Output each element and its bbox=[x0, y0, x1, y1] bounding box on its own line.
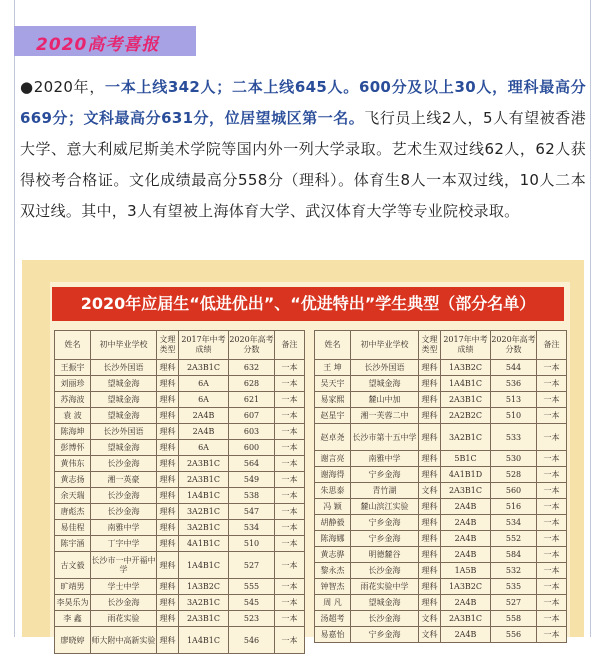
table-cell: 望城金海 bbox=[351, 595, 419, 611]
table-cell: 理科 bbox=[419, 467, 441, 483]
table-cell: 一本 bbox=[537, 424, 567, 451]
table-row bbox=[315, 376, 567, 392]
table-cell: 理科 bbox=[419, 376, 441, 392]
table-cell: 理科 bbox=[419, 408, 441, 424]
table-cell: 5B1C bbox=[441, 451, 491, 467]
table-cell: 2A3B1C bbox=[441, 392, 491, 408]
table-cell: 一本 bbox=[275, 360, 305, 376]
table-cell: 一本 bbox=[537, 360, 567, 376]
table-cell: 544 bbox=[491, 360, 537, 376]
table-cell: 一本 bbox=[537, 563, 567, 579]
table-cell: 一本 bbox=[537, 627, 567, 643]
table-cell: 明德麓谷 bbox=[351, 547, 419, 563]
table-cell: 长沙市第十五中学 bbox=[351, 424, 419, 451]
table-cell: 523 bbox=[229, 611, 275, 627]
table-row bbox=[55, 504, 305, 520]
table-cell: 理科 bbox=[157, 552, 179, 579]
table-cell: 廖晓婷 bbox=[55, 627, 91, 654]
table-cell: 2A3B1C bbox=[179, 360, 229, 376]
table-cell: 2A4B bbox=[441, 547, 491, 563]
table-cell: 一本 bbox=[275, 520, 305, 536]
column-header: 2020年高考分数 bbox=[491, 331, 537, 360]
table-cell: 长沙金海 bbox=[91, 488, 157, 504]
table-cell: 600 bbox=[229, 440, 275, 456]
table-cell: 黎永杰 bbox=[315, 563, 351, 579]
table-cell: 632 bbox=[229, 360, 275, 376]
table-cell: 628 bbox=[229, 376, 275, 392]
table-cell: 李 鑫 bbox=[55, 611, 91, 627]
table-cell: 理科 bbox=[157, 627, 179, 654]
table-cell: 1A3B2C bbox=[441, 360, 491, 376]
table-cell: 一本 bbox=[275, 611, 305, 627]
table-cell: 吴天宇 bbox=[315, 376, 351, 392]
table-row bbox=[315, 595, 567, 611]
table-cell: 长沙金海 bbox=[351, 611, 419, 627]
column-header: 姓名 bbox=[315, 331, 351, 360]
table-cell: 一本 bbox=[537, 611, 567, 627]
table-cell: 一本 bbox=[537, 547, 567, 563]
table-cell: 1A3B2C bbox=[179, 579, 229, 595]
table-cell: 王振宇 bbox=[55, 360, 91, 376]
table-cell: 3A2B1C bbox=[179, 595, 229, 611]
table-cell: 谢言亮 bbox=[315, 451, 351, 467]
table-cell: 长沙金海 bbox=[351, 563, 419, 579]
table-cell: 532 bbox=[491, 563, 537, 579]
table-cell: 青竹湖 bbox=[351, 483, 419, 499]
table-row bbox=[55, 579, 305, 595]
table-cell: 584 bbox=[491, 547, 537, 563]
table-cell: 534 bbox=[491, 515, 537, 531]
table-cell: 621 bbox=[229, 392, 275, 408]
table-cell: 理科 bbox=[157, 579, 179, 595]
table-cell: 刘丽珍 bbox=[55, 376, 91, 392]
table-cell: 理科 bbox=[157, 440, 179, 456]
table-cell: 2A4B bbox=[441, 531, 491, 547]
right-border bbox=[590, 0, 591, 637]
table-cell: 易佳程 bbox=[55, 520, 91, 536]
table-cell: 一本 bbox=[275, 552, 305, 579]
table-cell: 一本 bbox=[537, 392, 567, 408]
table-cell: 一本 bbox=[275, 472, 305, 488]
table-cell: 宁乡金海 bbox=[351, 531, 419, 547]
table-cell: 549 bbox=[229, 472, 275, 488]
table-row bbox=[55, 488, 305, 504]
table-cell: 麓山中加 bbox=[351, 392, 419, 408]
table-cell: 556 bbox=[491, 627, 537, 643]
table-row bbox=[315, 424, 567, 451]
table-cell: 一本 bbox=[537, 531, 567, 547]
table-cell: 理科 bbox=[419, 424, 441, 451]
table-cell: 527 bbox=[229, 552, 275, 579]
table-cell: 510 bbox=[491, 408, 537, 424]
table-cell: 雨花实验中学 bbox=[351, 579, 419, 595]
table-cell: 555 bbox=[229, 579, 275, 595]
table-cell: 510 bbox=[229, 536, 275, 552]
table-cell: 2A2B2C bbox=[441, 408, 491, 424]
table-cell: 527 bbox=[491, 595, 537, 611]
body-text: ●2020年， bbox=[20, 78, 106, 96]
table-cell: 理科 bbox=[157, 536, 179, 552]
table-cell: 理科 bbox=[157, 595, 179, 611]
table-row bbox=[315, 627, 567, 643]
table-cell: 547 bbox=[229, 504, 275, 520]
table-cell: 望城金海 bbox=[91, 408, 157, 424]
table-cell: 宁乡金海 bbox=[351, 515, 419, 531]
table-cell: 538 bbox=[229, 488, 275, 504]
table-cell: 长沙外国语 bbox=[91, 424, 157, 440]
table-cell: 一本 bbox=[275, 408, 305, 424]
table-cell: 周 凡 bbox=[315, 595, 351, 611]
table-cell: 558 bbox=[491, 611, 537, 627]
table-cell: 南雅中学 bbox=[351, 451, 419, 467]
table-cell: 黄伟东 bbox=[55, 456, 91, 472]
table-cell: 603 bbox=[229, 424, 275, 440]
table-cell: 理科 bbox=[157, 360, 179, 376]
table-cell: 513 bbox=[491, 392, 537, 408]
roster-table-left bbox=[54, 330, 305, 654]
table-cell: 谢海得 bbox=[315, 467, 351, 483]
table-cell: 2A3B1C bbox=[179, 611, 229, 627]
table-cell: 师大附中高新实验 bbox=[91, 627, 157, 654]
table-cell: 2A4B bbox=[441, 499, 491, 515]
table-cell: 冯 颖 bbox=[315, 499, 351, 515]
table-cell: 陈宇涵 bbox=[55, 536, 91, 552]
table-cell: 一本 bbox=[275, 488, 305, 504]
table-cell: 一本 bbox=[537, 515, 567, 531]
table-cell: 1A4B1C bbox=[179, 488, 229, 504]
table-cell: 530 bbox=[491, 451, 537, 467]
table-cell: 望城金海 bbox=[91, 376, 157, 392]
table-cell: 长沙外国语 bbox=[351, 360, 419, 376]
table-cell: 易家熙 bbox=[315, 392, 351, 408]
table-cell: 一本 bbox=[537, 451, 567, 467]
table-row bbox=[55, 552, 305, 579]
table-cell: 一本 bbox=[537, 595, 567, 611]
table-cell: 赵星宇 bbox=[315, 408, 351, 424]
table-row bbox=[55, 440, 305, 456]
table-row bbox=[55, 360, 305, 376]
table-cell: 3A2B1C bbox=[179, 520, 229, 536]
table-row bbox=[315, 499, 567, 515]
table-cell: 理科 bbox=[419, 531, 441, 547]
table-cell: 545 bbox=[229, 595, 275, 611]
table-cell: 理科 bbox=[419, 563, 441, 579]
table-cell: 理科 bbox=[419, 499, 441, 515]
table-cell: 文科 bbox=[419, 611, 441, 627]
table-cell: 2A3B1C bbox=[441, 483, 491, 499]
table-cell: 一本 bbox=[537, 467, 567, 483]
table-cell: 理科 bbox=[419, 360, 441, 376]
table-row bbox=[55, 424, 305, 440]
table-cell: 陈海娜 bbox=[315, 531, 351, 547]
table-cell: 535 bbox=[491, 579, 537, 595]
table-cell: 理科 bbox=[157, 424, 179, 440]
table-cell: 一本 bbox=[537, 499, 567, 515]
table-cell: 一本 bbox=[537, 376, 567, 392]
column-header: 初中毕业学校 bbox=[351, 331, 419, 360]
table-row bbox=[315, 392, 567, 408]
table-row bbox=[55, 627, 305, 654]
table-cell: 一本 bbox=[537, 579, 567, 595]
table-cell: 4A1B1C bbox=[179, 536, 229, 552]
table-cell: 理科 bbox=[157, 376, 179, 392]
table-cell: 易嘉怡 bbox=[315, 627, 351, 643]
column-header: 备注 bbox=[537, 331, 567, 360]
table-cell: 一本 bbox=[275, 440, 305, 456]
roster-table-right bbox=[314, 330, 567, 643]
column-header: 姓名 bbox=[55, 331, 91, 360]
roster-title: 2020年应届生“低进优出”、“优进特出”学生典型（部分名单） bbox=[80, 294, 536, 313]
table-cell: 赵卓尧 bbox=[315, 424, 351, 451]
table-cell: 麓山滨江实验 bbox=[351, 499, 419, 515]
table-cell: 516 bbox=[491, 499, 537, 515]
table-cell: 朱思泰 bbox=[315, 483, 351, 499]
table-cell: 望城金海 bbox=[91, 440, 157, 456]
table-row bbox=[315, 531, 567, 547]
column-header: 2020年高考分数 bbox=[229, 331, 275, 360]
table-cell: 607 bbox=[229, 408, 275, 424]
table-cell: 2A4B bbox=[179, 424, 229, 440]
table-header-row bbox=[315, 331, 567, 360]
table-cell: 袁 波 bbox=[55, 408, 91, 424]
table-row bbox=[55, 408, 305, 424]
table-cell: 王 坤 bbox=[315, 360, 351, 376]
table-row bbox=[55, 595, 305, 611]
table-cell: 钟智杰 bbox=[315, 579, 351, 595]
table-row bbox=[315, 579, 567, 595]
table-cell: 文科 bbox=[419, 483, 441, 499]
table-cell: 学士中学 bbox=[91, 579, 157, 595]
table-cell: 一本 bbox=[275, 376, 305, 392]
table-row bbox=[55, 611, 305, 627]
table-cell: 6A bbox=[179, 440, 229, 456]
table-cell: 望城金海 bbox=[91, 392, 157, 408]
table-row bbox=[315, 467, 567, 483]
table-cell: 陈海坤 bbox=[55, 424, 91, 440]
table-cell: 黄志骅 bbox=[315, 547, 351, 563]
table-cell: 长沙金海 bbox=[91, 595, 157, 611]
table-cell: 1A4B1C bbox=[441, 376, 491, 392]
table-cell: 长沙市一中开福中学 bbox=[91, 552, 157, 579]
table-cell: 4A1B1D bbox=[441, 467, 491, 483]
table-cell: 理科 bbox=[419, 595, 441, 611]
table-row bbox=[315, 563, 567, 579]
column-header: 文理类型 bbox=[157, 331, 179, 360]
table-cell: 文科 bbox=[419, 627, 441, 643]
table-cell: 理科 bbox=[157, 472, 179, 488]
table-row bbox=[315, 547, 567, 563]
table-cell: 古文毅 bbox=[55, 552, 91, 579]
column-header: 初中毕业学校 bbox=[91, 331, 157, 360]
table-cell: 6A bbox=[179, 376, 229, 392]
table-row bbox=[55, 472, 305, 488]
table-cell: 理科 bbox=[157, 488, 179, 504]
table-cell: 南雅中学 bbox=[91, 520, 157, 536]
table-header-row bbox=[55, 331, 305, 360]
table-cell: 536 bbox=[491, 376, 537, 392]
table-cell: 560 bbox=[491, 483, 537, 499]
table-cell: 2A3B1C bbox=[179, 472, 229, 488]
table-cell: 552 bbox=[491, 531, 537, 547]
table-cell: 余天瑞 bbox=[55, 488, 91, 504]
highlighted-text: 一本上线342人；二本上线645人。600分及以上30人，理科最高分669分；文科最高分631分，位居望城区第一名。 bbox=[20, 78, 586, 127]
table-cell: 长沙金海 bbox=[91, 456, 157, 472]
table-cell: 一本 bbox=[275, 595, 305, 611]
table-cell: 理科 bbox=[157, 408, 179, 424]
table-row bbox=[55, 392, 305, 408]
table-cell: 湘一芙蓉二中 bbox=[351, 408, 419, 424]
table-cell: 一本 bbox=[275, 392, 305, 408]
table-cell: 2A4B bbox=[179, 408, 229, 424]
table-row bbox=[315, 483, 567, 499]
table-cell: 理科 bbox=[419, 515, 441, 531]
table-row bbox=[315, 408, 567, 424]
table-cell: 理科 bbox=[157, 611, 179, 627]
table-cell: 苏海波 bbox=[55, 392, 91, 408]
table-cell: 汤超考 bbox=[315, 611, 351, 627]
table-cell: 理科 bbox=[419, 451, 441, 467]
table-cell: 长沙外国语 bbox=[91, 360, 157, 376]
table-cell: 6A bbox=[179, 392, 229, 408]
table-cell: 1A4B1C bbox=[179, 552, 229, 579]
table-cell: 丁字中学 bbox=[91, 536, 157, 552]
table-cell: 宁乡金海 bbox=[351, 627, 419, 643]
table-cell: 3A2B1C bbox=[179, 504, 229, 520]
table-cell: 2A3B1C bbox=[441, 611, 491, 627]
table-cell: 1A5B bbox=[441, 563, 491, 579]
table-cell: 理科 bbox=[419, 547, 441, 563]
table-cell: 一本 bbox=[275, 579, 305, 595]
column-header: 备注 bbox=[275, 331, 305, 360]
table-cell: 2A4B bbox=[441, 515, 491, 531]
body-text: 飞行员上线2人，5人有望被香港大学、意大利威尼斯美术学院等国内外一列大学录取。艺术生双过线62人，62人获得校考合格证。文化成绩最高分558分（理科）。体育生8人一本双过线，10人二本双过线。其中，3人有望被上海体育大学、武汉体育大学等专业院校录取。 bbox=[20, 109, 587, 220]
table-cell: 一本 bbox=[275, 536, 305, 552]
table-row bbox=[315, 611, 567, 627]
table-row bbox=[315, 515, 567, 531]
table-cell: 理科 bbox=[157, 456, 179, 472]
table-cell: 湘一英豪 bbox=[91, 472, 157, 488]
table-cell: 旷靖男 bbox=[55, 579, 91, 595]
column-header: 文理类型 bbox=[419, 331, 441, 360]
table-cell: 1A3B2C bbox=[441, 579, 491, 595]
table-row bbox=[55, 456, 305, 472]
table-cell: 564 bbox=[229, 456, 275, 472]
results-paragraph bbox=[20, 72, 586, 227]
table-cell: 理科 bbox=[419, 579, 441, 595]
table-cell: 1A4B1C bbox=[179, 627, 229, 654]
table-cell: 长沙金海 bbox=[91, 504, 157, 520]
table-cell: 2A4B bbox=[441, 627, 491, 643]
table-cell: 理科 bbox=[157, 520, 179, 536]
table-cell: 一本 bbox=[537, 483, 567, 499]
table-row bbox=[315, 360, 567, 376]
table-cell: 2A3B1C bbox=[179, 456, 229, 472]
table-cell: 理科 bbox=[157, 392, 179, 408]
table-cell: 534 bbox=[229, 520, 275, 536]
column-header: 2017年中考成绩 bbox=[441, 331, 491, 360]
table-cell: 望城金海 bbox=[351, 376, 419, 392]
table-cell: 雨花实验 bbox=[91, 611, 157, 627]
table-cell: 一本 bbox=[275, 627, 305, 654]
table-cell: 一本 bbox=[275, 504, 305, 520]
left-border bbox=[14, 0, 15, 637]
table-cell: 一本 bbox=[275, 424, 305, 440]
column-header: 2017年中考成绩 bbox=[179, 331, 229, 360]
table-cell: 彭博怀 bbox=[55, 440, 91, 456]
table-cell: 宁乡金海 bbox=[351, 467, 419, 483]
table-cell: 李昊乐为 bbox=[55, 595, 91, 611]
table-cell: 理科 bbox=[157, 504, 179, 520]
table-cell: 528 bbox=[491, 467, 537, 483]
table-row bbox=[55, 536, 305, 552]
table-cell: 唐彪杰 bbox=[55, 504, 91, 520]
table-cell: 理科 bbox=[419, 392, 441, 408]
table-cell: 2A4B bbox=[441, 595, 491, 611]
table-cell: 一本 bbox=[537, 408, 567, 424]
table-cell: 一本 bbox=[275, 456, 305, 472]
table-row bbox=[55, 520, 305, 536]
table-cell: 546 bbox=[229, 627, 275, 654]
table-cell: 3A2B1C bbox=[441, 424, 491, 451]
section-banner-title: 2020高考喜报 bbox=[36, 35, 160, 55]
table-row bbox=[55, 376, 305, 392]
table-cell: 胡静毅 bbox=[315, 515, 351, 531]
table-cell: 533 bbox=[491, 424, 537, 451]
table-cell: 黄志扬 bbox=[55, 472, 91, 488]
table-row bbox=[315, 451, 567, 467]
